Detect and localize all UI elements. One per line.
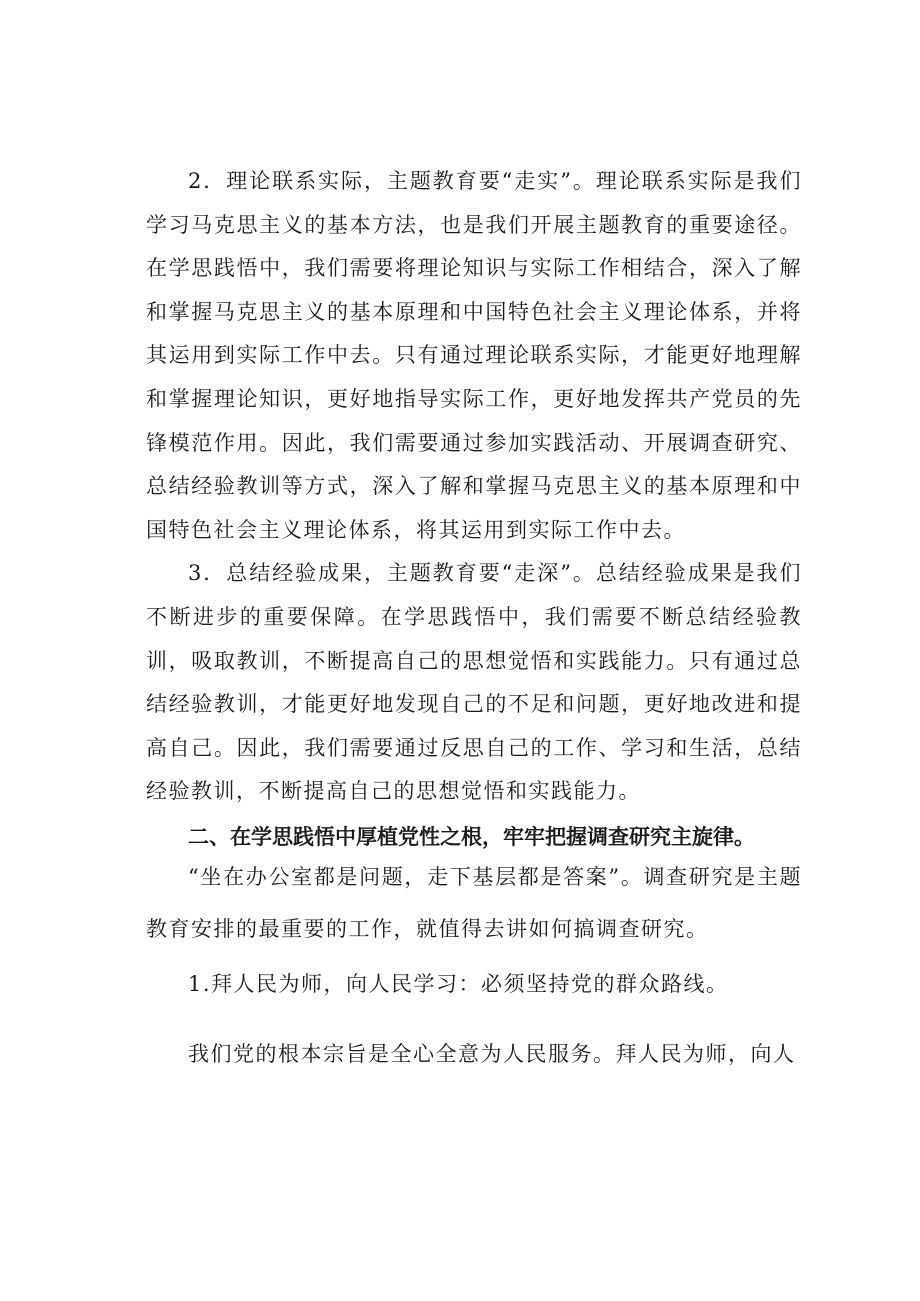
paragraph-theory-practice: 2．理论联系实际，主题教育要“走实”。理论联系实际是我们学习马克思主义的基本方法，也是我们开展主题教育的重要途径。在学思践悟中，我们需要将理论知识与实际工作相结合，深入了解和掌握马克思主义的基本原理和中国特色社会主义理论体系，并将其运用到实际工作中去。只有通过理论联系实际，才能更好地理解和掌握理论知识，更好地指导实际工作，更好地发挥共产党员的先锋模范作用。因此，我们需要通过参加实践活动、开展调查研究、总结经验教训等方式，深入了解和掌握马克思主义的基本原理和中国特色社会主义理论体系，将其运用到实际工作中去。 (146, 169, 802, 542)
section-heading: 二、在学思践悟中厚植党性之根，牢牢把握调查研究主旋律。 (188, 824, 755, 849)
paragraph-intro-investigation: “坐在办公室都是问题，走下基层都是答案”。调查研究是主题教育安排的最重要的工作，就值得去讲如何搞调查研究。 (146, 864, 802, 941)
document-body (146, 160, 802, 1076)
paragraph-summarize-experience: 3．总结经验成果，主题教育要“走深”。总结经验成果是我们不断进步的重要保障。在学思践悟中，我们需要不断总结经验教训，吸取教训，不断提高自己的思想觉悟和实践能力。只有通过总结经验教训，才能更好地发现自己的不足和问题，更好地改进和提高自己。因此，我们需要通过反思自己的工作、学习和生活，总结经验教训，不断提高自己的思想觉悟和实践能力。 (146, 561, 802, 804)
subheading-learn-from-people: 1.拜人民为师，向人民学习：必须坚持党的群众路线。 (188, 971, 729, 996)
paragraph-party-purpose: 我们党的根本宗旨是全心全意为人民服务。拜人民为师，向人 (188, 1041, 796, 1066)
